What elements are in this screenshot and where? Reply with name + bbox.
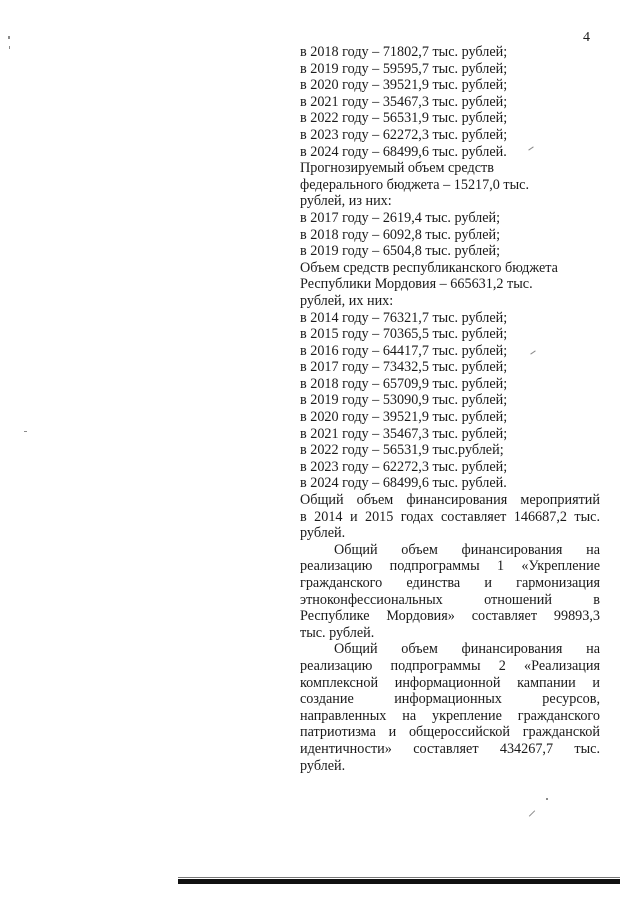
text-line: в 2018 году – 6092,8 тыс. рублей;: [300, 226, 501, 243]
text-line: в 2019 году – 59595,7 тыс. рублей;: [300, 60, 508, 77]
text-line: в 2019 году – 53090,9 тыс. рублей;: [300, 392, 508, 409]
text-line: в 2020 году – 39521,9 тыс. рублей;: [300, 77, 508, 94]
paragraph-line: патриотизма и общероссийской гражданской: [300, 724, 600, 741]
scan-mark: [9, 46, 10, 49]
scan-mark: [546, 798, 548, 800]
text-line: в 2015 году – 70365,5 тыс. рублей;: [300, 326, 508, 343]
scan-mark: [24, 431, 27, 432]
paragraph-line: идентичности» составляет 434267,7 тыс.: [300, 740, 600, 757]
footer-scan-edge: [178, 877, 620, 878]
text-line: в 2016 году – 64417,7 тыс. рублей;: [300, 342, 508, 359]
text-line: в 2019 году – 6504,8 тыс. рублей;: [300, 243, 501, 260]
paragraph-line: направленных на укрепление гражданского: [300, 707, 600, 724]
text-line: в 2014 году – 76321,7 тыс. рублей;: [300, 309, 508, 326]
text-line: в 2024 году – 68499,6 тыс. рублей.: [300, 143, 507, 160]
paragraph-line: реализацию подпрограммы 1 «Укрепление: [300, 558, 600, 575]
paragraph-line: гражданского единства и гармонизация: [300, 575, 600, 591]
paragraph-line: Общий объем финансирования на: [334, 641, 600, 658]
text-line: в 2024 году – 68499,6 тыс. рублей.: [300, 475, 507, 492]
paragraph-line: рублей.: [300, 757, 346, 774]
text-line: Республики Мордовия – 665631,2 тыс.: [300, 276, 533, 293]
text-line: Объем средств республиканского бюджета: [300, 259, 558, 276]
text-line: в 2018 году – 65709,9 тыс. рублей;: [300, 375, 508, 392]
text-line: в 2020 году – 39521,9 тыс. рублей;: [300, 409, 508, 426]
paragraph-line: тыс. рублей.: [300, 624, 375, 641]
scan-mark: [529, 810, 535, 816]
scan-mark: [8, 36, 10, 39]
text-line: в 2017 году – 2619,4 тыс. рублей;: [300, 209, 501, 226]
text-line: федерального бюджета – 15217,0 тыс.: [300, 176, 529, 193]
paragraph-line: рублей.: [300, 525, 346, 542]
text-line: в 2018 году – 71802,7 тыс. рублей;: [300, 44, 508, 60]
footer-rule: [178, 879, 620, 884]
text-line: в 2022 году – 56531,9 тыс.рублей;: [300, 442, 504, 459]
paragraph-line: этноконфессиональных отношений в: [300, 591, 600, 608]
text-line: в 2021 году – 35467,3 тыс. рублей;: [300, 93, 508, 110]
paragraph-line: Общий объем финансирования мероприятий: [300, 492, 600, 509]
text-line: в 2021 году – 35467,3 тыс. рублей;: [300, 425, 508, 442]
paragraph-line: Республике Мордовия» составляет 99893,3: [300, 608, 600, 625]
page-number: 4: [583, 30, 590, 45]
paragraph-line: реализацию подпрограммы 2 «Реализация: [300, 657, 600, 674]
paragraph-line: в 2014 и 2015 годах составляет 146687,2 тыс.: [300, 508, 600, 525]
text-line: в 2022 году – 56531,9 тыс. рублей;: [300, 110, 508, 127]
budget-text-column: [300, 44, 600, 774]
text-line: в 2017 году – 73432,5 тыс. рублей;: [300, 359, 508, 376]
text-line: в 2023 году – 62272,3 тыс. рублей;: [300, 458, 508, 475]
text-line: рублей, из них:: [300, 193, 392, 210]
text-line: рублей, их них:: [300, 292, 394, 309]
text-line: Прогнозируемый объем средств: [300, 160, 494, 177]
paragraph-line: комплексной информационной кампании и: [300, 674, 600, 691]
paragraph-line: создание информационных ресурсов,: [300, 691, 600, 708]
text-line: в 2023 году – 62272,3 тыс. рублей;: [300, 126, 508, 143]
paragraph-line: Общий объем финансирования на: [334, 541, 600, 558]
